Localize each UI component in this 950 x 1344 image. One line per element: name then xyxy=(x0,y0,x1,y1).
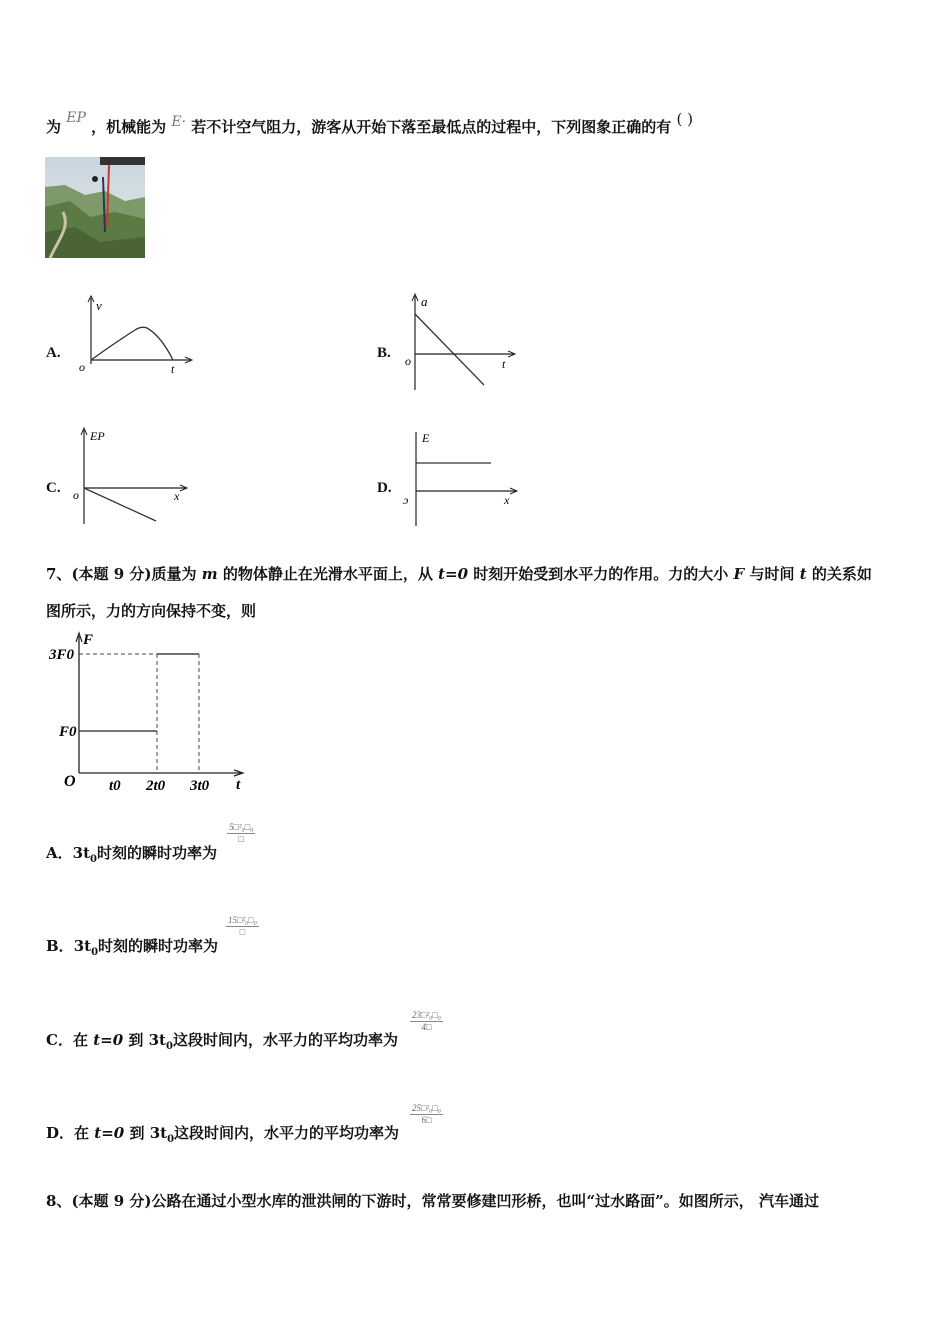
chart-x-label: t xyxy=(236,777,241,793)
q7-option-c-text-2: 这段时间内，水平力的平均功率为 xyxy=(172,1031,398,1049)
graph-a-curve xyxy=(91,327,173,360)
graph-c xyxy=(70,424,195,526)
q7-option-a-text: 时刻的瞬时功率为 xyxy=(96,844,217,862)
q7-option-b-den: □ xyxy=(239,927,246,937)
q8-text: 公路在通过小型水库的泄洪闸的下游时，常常要修建凹形桥，也叫“过水路面”。如图所示， 汽车通过 xyxy=(151,1192,819,1210)
chart-tick-f0: F0 xyxy=(59,724,77,740)
force-time-chart xyxy=(44,628,259,800)
q7-option-c-sub: 0 xyxy=(166,1041,173,1052)
bungee-photo-image xyxy=(45,157,145,258)
q7-text-3: 时刻开始受到水平力的作用。力的大小 xyxy=(473,565,729,583)
q7-option-a-den: □ xyxy=(238,834,244,844)
graph-d-x-label: x xyxy=(504,493,510,507)
q7-option-b xyxy=(46,935,218,958)
q7-option-a-var: 3t xyxy=(72,844,91,862)
q7-option-b-var: 3t xyxy=(73,937,92,955)
q7-option-d-sub: 0 xyxy=(167,1134,175,1145)
q7-line-1 xyxy=(46,563,872,584)
q8-line-1 xyxy=(46,1190,819,1211)
q7-text-5: 的关系如 xyxy=(811,565,872,583)
ep-symbol: EP xyxy=(66,110,86,126)
q7-option-c-label: C． xyxy=(46,1031,73,1049)
graph-a-y-label: v xyxy=(96,298,102,313)
chart-tick-t0: t0 xyxy=(109,778,121,794)
q7-option-d-to: 到 xyxy=(129,1124,145,1142)
q6-line-mid: ，机械能为 xyxy=(91,118,167,136)
graph-c-y-label: EP xyxy=(90,429,105,443)
graph-a-origin: o xyxy=(79,360,85,374)
q7-option-c xyxy=(46,1029,398,1052)
q7-text-2: 的物体静止在光滑水平面上，从 xyxy=(222,565,433,583)
graph-c-x-label: x xyxy=(174,489,180,503)
graph-d-origin: ɔ xyxy=(403,493,409,507)
q7-var-f: F xyxy=(733,565,745,583)
q7-option-d-den: 6□ xyxy=(421,1115,432,1125)
option-c-label: C. xyxy=(46,480,61,496)
q7-option-d-t-zero: t=0 xyxy=(94,1124,125,1142)
q7-option-b-num: 15□²₀□₀ xyxy=(228,915,257,925)
q7-option-c-t-zero: t=0 xyxy=(93,1031,124,1049)
chart-tick-3f0: 3F0 xyxy=(49,647,75,663)
q7-option-b-sub: 0 xyxy=(91,947,99,958)
graph-b-x-label: t xyxy=(502,357,506,371)
option-d-label: D. xyxy=(377,480,392,496)
chart-tick-3t0: 3t0 xyxy=(190,778,210,794)
q7-option-c-text: 在 xyxy=(72,1031,88,1049)
q7-option-a-num: 5□²₀□₀ xyxy=(229,822,254,832)
q7-option-d-text-2: 这段时间内，水平力的平均功率为 xyxy=(174,1124,400,1142)
graph-d-y-label: E xyxy=(422,431,430,445)
q7-option-b-text: 时刻的瞬时功率为 xyxy=(98,937,219,955)
graph-a-x-label: t xyxy=(171,362,175,376)
q7-option-d-num: 25□²₀□₀ xyxy=(412,1103,441,1113)
option-b-label: B. xyxy=(377,345,391,361)
q7-option-c-to: 到 xyxy=(128,1031,144,1049)
q7-text-4: 与时间 xyxy=(749,565,795,583)
q7-option-a-label: A． xyxy=(46,844,73,862)
q7-option-a-fraction xyxy=(227,822,255,844)
q7-text-1: 质量为 xyxy=(151,565,197,583)
e-symbol: E· xyxy=(171,114,187,130)
graph-b-origin: o xyxy=(405,354,411,368)
graph-c-origin: o xyxy=(73,488,79,502)
q7-var-t: t xyxy=(799,565,807,583)
graph-b xyxy=(400,290,525,390)
q6-line-post: 若不计空气阻力，游客从开始下落至最低点的过程中，下列图象正确的有 xyxy=(191,118,672,136)
q7-option-c-num: 23□²₀□₀ xyxy=(412,1010,441,1020)
q6-line-pre: 为 xyxy=(46,118,62,136)
q6-line xyxy=(46,110,694,137)
q8-number: 8、 xyxy=(46,1192,72,1210)
chart-y-label: F xyxy=(83,632,94,648)
graph-b-line xyxy=(415,314,484,385)
q7-option-d-text: 在 xyxy=(74,1124,90,1142)
q7-option-d-fraction xyxy=(410,1103,443,1125)
q7-option-b-fraction xyxy=(226,915,259,937)
graph-c-line xyxy=(84,488,156,521)
q7-t-zero: t=0 xyxy=(438,565,469,583)
q7-option-a xyxy=(46,842,217,865)
chart-tick-2t0: 2t0 xyxy=(146,778,166,794)
chart-origin: O xyxy=(64,773,76,790)
q7-option-a-sub: 0 xyxy=(90,854,97,865)
bungee-photo xyxy=(45,157,145,258)
q7-score: (本题 9 分) xyxy=(71,565,152,583)
q7-option-c-var: 3t xyxy=(148,1031,166,1049)
q7-line-2: 图所示，力的方向保持不变，则 xyxy=(46,602,257,620)
q7-var-m: m xyxy=(201,565,218,583)
graph-b-y-label: a xyxy=(421,294,428,309)
q7-option-c-fraction xyxy=(410,1010,443,1032)
graph-d xyxy=(402,428,527,528)
q7-option-d xyxy=(46,1122,399,1145)
q7-option-b-label: B． xyxy=(46,937,74,955)
q8-score: (本题 9 分) xyxy=(71,1192,152,1210)
q7-option-d-var: 3t xyxy=(149,1124,168,1142)
option-a-label: A. xyxy=(46,345,61,361)
q7-option-c-den: 4□ xyxy=(421,1022,432,1032)
q7-number: 7、 xyxy=(46,565,72,583)
answer-paren: ( ) xyxy=(676,110,694,128)
q7-option-d-label: D． xyxy=(46,1124,75,1142)
graph-a xyxy=(75,292,200,382)
